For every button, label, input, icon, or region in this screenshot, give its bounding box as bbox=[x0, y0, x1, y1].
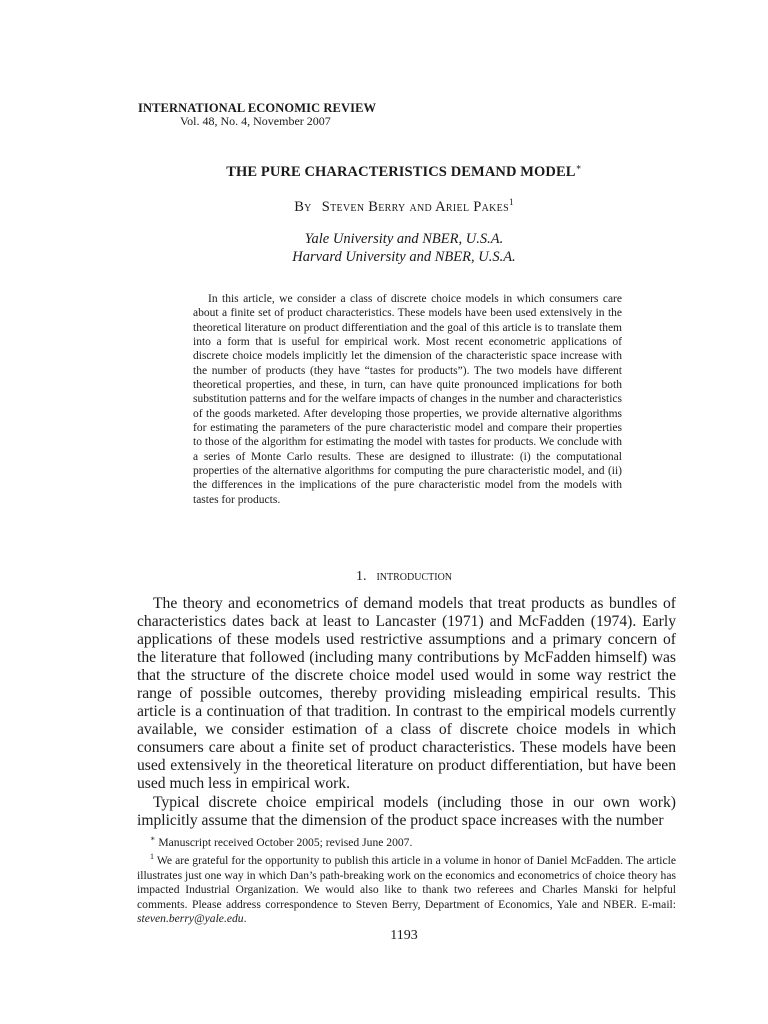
footnote bbox=[137, 850, 676, 926]
abstract: In this article, we consider a class of discrete choice models in which consumers care about a finite set of product characteristics. These models have been used extensively in the theoretical literature on product differentiation and the goal of this article is to translate them into a form that is useful for empirical work. Most recent econometric applications of discrete choice models implicitly let the dimension of the characteristic space increase with the number of products (they have “tastes for products”). The two models have different theoretical properties, and these, in turn, can have quite pronounced implications for both substitution patterns and for the welfare impacts of changes in the number and characteristics of the goods marketed. After developing those properties, we provide alternative algorithms for estimating the parameters of the pure characteristic model and compare their properties to those of the algorithm for estimating the model with tastes for products. We conclude with a series of Monte Carlo results. These are designed to illustrate: (i) the computational properties of the alternative algorithms for computing the pure characteristic model, and (ii) the differences in the implications of the pure characteristic model from the models with tastes for products. bbox=[193, 293, 622, 506]
article-authors bbox=[0, 197, 768, 216]
affiliation-line: Yale University and NBER, U.S.A. bbox=[304, 231, 504, 247]
footnotes bbox=[137, 832, 676, 927]
email-link[interactable]: steven.berry@yale.edu bbox=[137, 912, 244, 926]
section-number: 1. bbox=[355, 569, 367, 584]
body-paragraph: Typical discrete choice empirical models (including those in our own work) implicitly assume that the dimension of the product space increases with the number bbox=[137, 793, 676, 829]
footnote-mark: 1 bbox=[150, 852, 154, 862]
by-label: By bbox=[294, 198, 312, 215]
affiliation-line: Harvard University and NBER, U.S.A. bbox=[292, 248, 516, 265]
title-footnote-mark: ∗ bbox=[575, 162, 582, 172]
author-names: Steven Berry and Ariel Pakes bbox=[321, 198, 509, 215]
section-title: introduction bbox=[376, 569, 453, 584]
page-number: 1193 bbox=[390, 928, 418, 943]
body-text bbox=[137, 595, 676, 830]
footnote-mark: ∗ bbox=[150, 834, 156, 843]
article-title-text: THE PURE CHARACTERISTICS DEMAND MODEL bbox=[226, 163, 576, 180]
author-footnote-mark: 1 bbox=[508, 197, 514, 207]
footnote-text: Manuscript received October 2005; revised June 2007. bbox=[158, 835, 413, 849]
journal-header bbox=[138, 101, 638, 128]
body-paragraph: The theory and econometrics of demand models that treat products as bundles of characteristics dates back at least to Lancaster (1971) and McFadden (1974). Early applications of these models used restrictive assumptions and a primary concern of the literature that followed (including many contributions by McFadden himself) was that the structure of the discrete choice model used would in some way restrict the range of possible outcomes, thereby providing misleading empirical results. This article is a continuation of that tradition. In contrast to the empirical models currently available, we consider estimation of a class of discrete choice models in which consumers care about a finite set of product characteristics. These models have been used extensively in the theoretical literature on product differentiation, but have been used much less in empirical work. bbox=[137, 595, 676, 793]
section-heading bbox=[0, 569, 768, 585]
affiliations bbox=[0, 231, 768, 266]
journal-name: INTERNATIONAL ECONOMIC REVIEW bbox=[138, 101, 377, 115]
footnote-end: . bbox=[243, 912, 247, 926]
article-title bbox=[0, 162, 768, 181]
journal-volume: Vol. 48, No. 4, November 2007 bbox=[180, 114, 331, 128]
footnote-text: We are grateful for the opportunity to publish this article in a volume in honor of Daniel McFadden. The article illustrates just one way in which Dan’s path-breaking work on the economics and econometrics of choice theory has impacted Industrial Organization. We would also like to thank two referees and Charles Manski for helpful comments. Please address correspondence to Steven Berry, Department of Economics, Yale and NBER. E-mail: bbox=[137, 854, 676, 911]
footnote bbox=[137, 832, 676, 850]
